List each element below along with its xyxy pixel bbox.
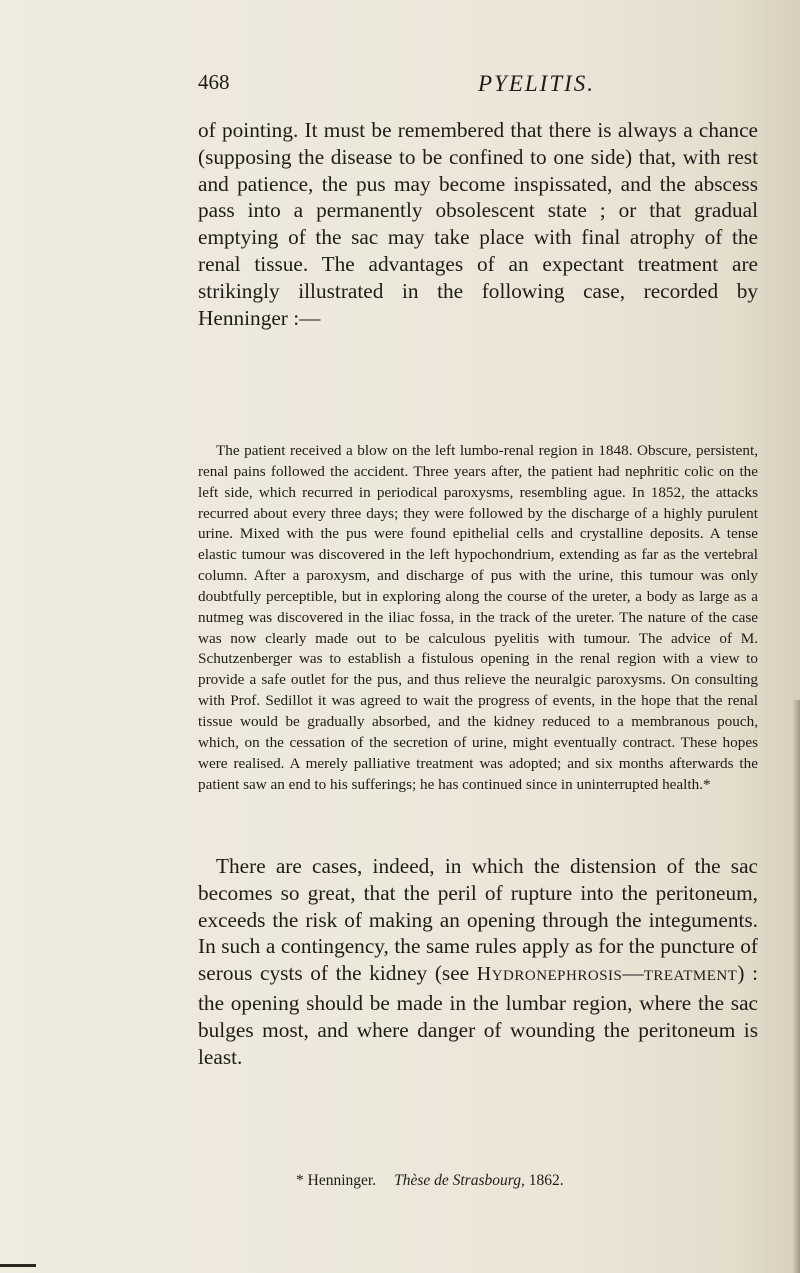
cross-reference-dash: — (622, 961, 644, 986)
cross-reference-treatment: TREATMENT (643, 968, 738, 985)
paragraph-2-text-before: There are cases, indeed, in which the distension of the sac becomes so great, that the peril of rupture into the peritoneum, exceeds the risk of making an opening through the integuments. In such a contingency, the same rules apply as for the puncture of serous cysts of the kidney (see (198, 854, 758, 986)
cross-reference-hydronephrosis: YDRONEPHROSIS (491, 968, 623, 985)
scan-mark (0, 1264, 36, 1267)
running-head: PYELITIS. (478, 71, 596, 96)
paragraph-2-text-after: ) : the opening should be made in the lumbar region, where the sac bulges most, and where danger of wounding the peritoneum is least. (198, 961, 758, 1069)
page-number: 468 (198, 70, 230, 94)
footnote-year: 1862. (528, 1172, 564, 1189)
case-report-henninger: The patient received a blow on the left lumbo-renal region in 1848. Obscure, persistent, renal pains followed the accident. Three years after, the patient had nephritic colic on the left side, which recurred in periodical paroxysms, resembling ague. In 1852, the attacks recurred about every three days; they were followed by the discharge of a highly purulent urine. Mixed with the pus were found epithelial cells and crystalline deposits. A tense elastic tumour was discovered in the left hypochondrium, extending as far as the vertebral column. After a paroxysm, and discharge of pus with the urine, this tumour was only doubtfully perceptible, but in exploring along the course of the ureter, a body as large as a nutmeg was discovered in the iliac fossa, in the track of the ureter. The nature of the case was now clearly made out to be calculous pyelitis with tumour. The advice of M. Schutzenberger was to establish a fistulous opening in the renal region with a view to provide a safe outlet for the pus, and thus relieve the neuralgic paroxysms. On consulting with Prof. Sedillot it was agreed to wait the progress of events, in the hope that the renal tissue would be gradually absorbed, and the kidney reduced to a membranous pouch, which, on the cessation of the secretion of urine, might eventually contract. These hopes were realised. A merely palliative treatment was adopted; and six months afterwards the patient saw an end to his sufferings; he has continued since in uninterrupted health.* (198, 442, 758, 793)
footnote (198, 1170, 758, 1192)
paragraph-expectant-treatment: of pointing. It must be remembered that there is always a chance (supposing the disease to be confined to one side) that, with rest and patience, the pus may become inspissated, and the abscess pass into a permanently obsolescent state ; or that gradual emptying of the sac may take place with final atrophy of the renal tissue. The advantages of an expectant treatment are strikingly illustrated in the following case, recorded by Henninger :— (198, 118, 758, 330)
paragraph-distension (198, 853, 758, 1070)
page-edge-shadow (792, 700, 800, 1273)
cross-reference-first-letter: H (476, 963, 492, 986)
footnote-author: * Henninger. (296, 1172, 377, 1189)
footnote-title: Thèse de Strasbourg, (394, 1172, 525, 1189)
page-header (198, 50, 758, 96)
